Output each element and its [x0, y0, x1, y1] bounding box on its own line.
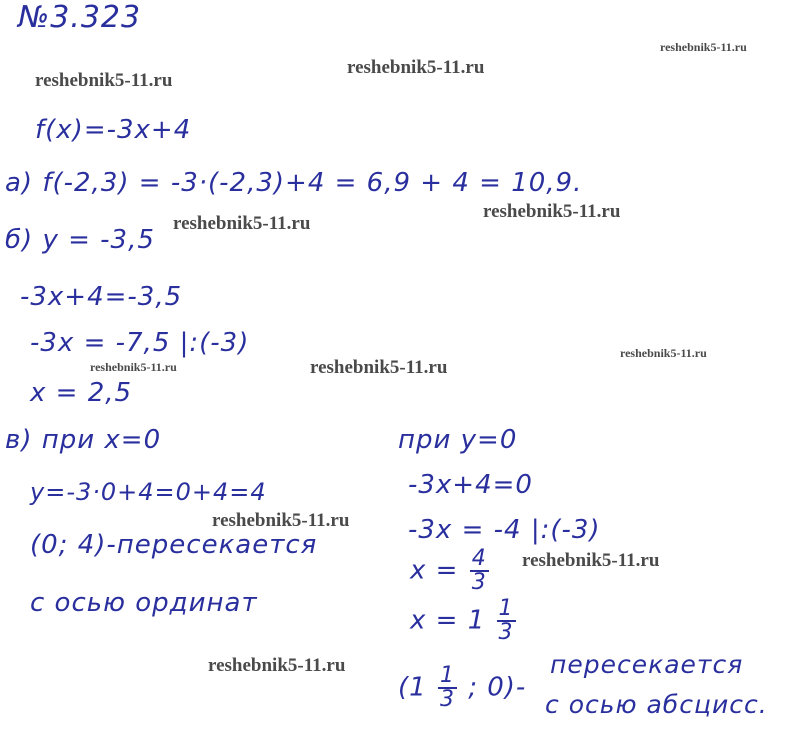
right-line1: -3x+4=0: [408, 470, 533, 500]
watermark: reshebnik5-11.ru: [660, 40, 747, 54]
fraction: [470, 548, 489, 594]
right-line5-tail1: пересекается: [550, 650, 744, 679]
fraction-denominator: 3: [498, 620, 514, 645]
fraction-denominator: 3: [439, 687, 455, 712]
part-a: а) f(-2,3) = -3·(-2,3)+4 = 6,9 + 4 = 10,9.: [5, 168, 583, 198]
right-line4: [410, 598, 518, 644]
part-b-line1: б) y = -3,5: [5, 225, 155, 255]
fraction-numerator: 1: [439, 663, 455, 688]
fraction-denominator: 3: [471, 570, 487, 595]
part-v-line2: (0; 4)-пересекается: [30, 530, 318, 560]
part-v-label: в) при x=0: [5, 425, 162, 455]
right-line5-rest: ; 0)-: [468, 672, 527, 703]
watermark: reshebnik5-11.ru: [208, 655, 346, 676]
watermark: reshebnik5-11.ru: [620, 346, 707, 360]
watermark: reshebnik5-11.ru: [310, 357, 448, 378]
watermark: reshebnik5-11.ru: [347, 57, 485, 78]
right-line3-prefix: x =: [410, 555, 459, 586]
fraction: [497, 598, 516, 644]
function-definition: f(x)=-3x+4: [35, 115, 192, 145]
watermark: reshebnik5-11.ru: [483, 201, 621, 222]
part-v-line3: с осью ординат: [30, 588, 258, 618]
watermark: reshebnik5-11.ru: [212, 510, 350, 531]
part-v-line1: y=-3·0+4=0+4=4: [30, 478, 267, 506]
right-line5: [398, 665, 526, 711]
watermark: reshebnik5-11.ru: [90, 360, 177, 374]
fraction-numerator: 4: [471, 546, 487, 571]
right-line2: -3x = -4 |:(-3): [408, 515, 601, 545]
fraction-numerator: 1: [498, 596, 514, 621]
right-line5-tail2: с осью абсцисс.: [545, 690, 768, 719]
right-line3: [410, 548, 491, 594]
right-line4-prefix: x = 1: [410, 605, 486, 636]
watermark: reshebnik5-11.ru: [35, 70, 173, 91]
part-b-line3: -3x = -7,5 |:(-3): [30, 328, 250, 358]
part-b-line2: -3x+4=-3,5: [20, 282, 183, 312]
fraction: [438, 665, 457, 711]
watermark: reshebnik5-11.ru: [522, 550, 660, 571]
part-b-line4: x = 2,5: [30, 378, 133, 408]
watermark: reshebnik5-11.ru: [173, 213, 311, 234]
right-line0: при y=0: [398, 425, 518, 455]
right-line5-open: (1: [398, 672, 427, 703]
problem-number: №3.323: [18, 0, 142, 35]
